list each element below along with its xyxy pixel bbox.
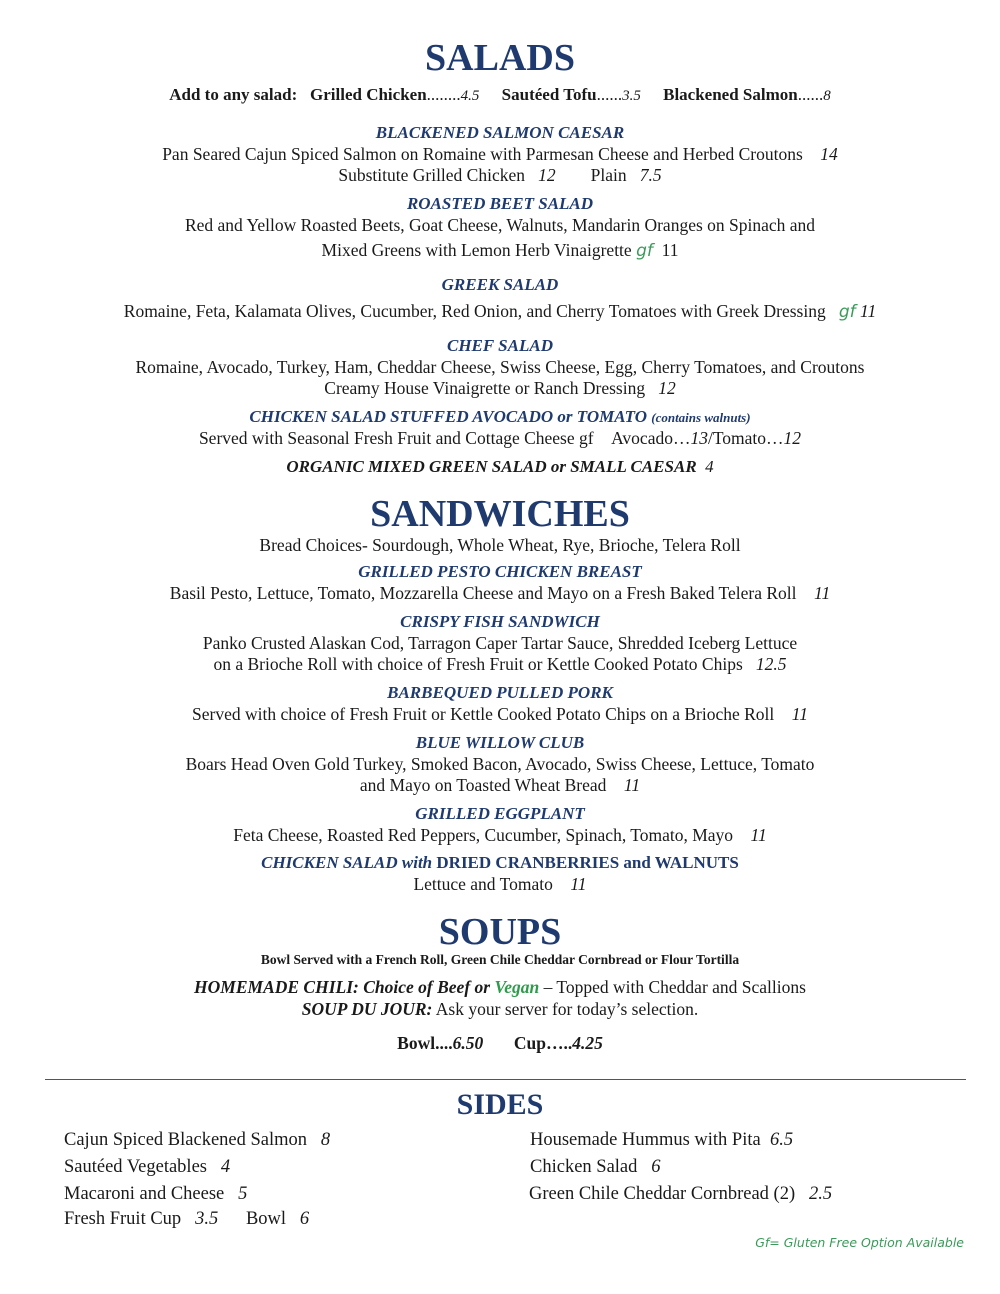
item-title: BLACKENED SALMON CAESAR <box>375 123 625 142</box>
item-desc: Romaine, Feta, Kalamata Olives, Cucumber, Red Onion, and Cherry Tomatoes with Greek Dressing gf 11 <box>123 301 877 322</box>
item-desc: Panko Crusted Alaskan Cod, Tarragon Caper Tartar Sauce, Shredded Iceberg Lettuce <box>202 633 798 653</box>
salads-heading: SALADS <box>425 37 575 79</box>
item-title: GRILLED PESTO CHICKEN BREAST <box>358 562 642 581</box>
side-item: Fresh Fruit Cup 3.5 Bowl 6 <box>64 1209 310 1229</box>
item-desc: Basil Pesto, Lettuce, Tomato, Mozzarella Cheese and Mayo on a Fresh Baked Telera Roll 11 <box>169 583 831 603</box>
item-desc: Served with Seasonal Fresh Fruit and Cottage Cheese gf Avocado…13/Tomato…12 <box>198 428 802 448</box>
soup-prices: Bowl....6.50 Cup…..4.25 <box>397 1033 603 1053</box>
item-desc: Red and Yellow Roasted Beets, Goat Cheese, Walnuts, Mandarin Oranges on Spinach and <box>184 215 816 235</box>
item-desc: Feta Cheese, Roasted Red Peppers, Cucumber, Spinach, Tomato, Mayo 11 <box>233 825 767 845</box>
side-item: Housemade Hummus with Pita 6.5 <box>530 1130 794 1150</box>
soup-note: Bowl Served with a French Roll, Green Chile Cheddar Cornbread or Flour Tortilla <box>260 952 740 967</box>
item-desc: and Mayo on Toasted Wheat Bread 11 <box>359 775 641 795</box>
item-desc: Pan Seared Cajun Spiced Salmon on Romaine with Parmesan Cheese and Herbed Croutons 14 <box>162 144 838 164</box>
section-divider <box>45 1079 966 1080</box>
soup-chili: HOMEMADE CHILI: Choice of Beef or Vegan – Topped with Cheddar and Scallions <box>194 977 806 997</box>
item-desc: on a Brioche Roll with choice of Fresh Fruit or Kettle Cooked Potato Chips 12.5 <box>213 654 787 674</box>
side-item: Cajun Spiced Blackened Salmon 8 <box>64 1130 331 1150</box>
item-desc: Served with choice of Fresh Fruit or Kettle Cooked Potato Chips on a Brioche Roll 11 <box>192 704 808 724</box>
side-item: Sautéed Vegetables 4 <box>64 1157 231 1177</box>
side-item: Green Chile Cheddar Cornbread (2) 2.5 <box>529 1184 833 1204</box>
addon-chicken: Grilled Chicken........4.5 <box>310 85 480 104</box>
bread-choices: Bread Choices- Sourdough, Whole Wheat, Rye, Brioche, Telera Roll <box>259 535 741 555</box>
item-title: GRILLED EGGPLANT <box>415 804 585 823</box>
addon-salmon: Blackened Salmon......8 <box>663 85 831 104</box>
item-title: ORGANIC MIXED GREEN SALAD or SMALL CAESAR 4 <box>286 457 714 476</box>
item-desc: Lettuce and Tomato 11 <box>413 874 587 894</box>
item-desc: Boars Head Oven Gold Turkey, Smoked Bacon, Avocado, Swiss Cheese, Lettuce, Tomato <box>185 754 815 774</box>
gluten-free-legend: Gf= Gluten Free Option Available <box>755 1235 964 1250</box>
soup-du-jour: SOUP DU JOUR: Ask your server for today’s selection. <box>301 999 699 1019</box>
item-desc: Mixed Greens with Lemon Herb Vinaigrette gf 11 <box>321 240 679 261</box>
item-title: BARBEQUED PULLED PORK <box>387 683 613 702</box>
addon-tofu: Sautéed Tofu......3.5 <box>501 85 641 104</box>
sides-heading: SIDES <box>456 1088 544 1121</box>
salad-addons: Add to any salad: Grilled Chicken........4.5 Sautéed Tofu......3.5 Blackened Salmon......8 <box>169 85 831 104</box>
item-title: CRISPY FISH SANDWICH <box>400 612 600 631</box>
gluten-free-mark: gf <box>636 241 653 261</box>
item-desc: Creamy House Vinaigrette or Ranch Dressing 12 <box>324 378 676 398</box>
soups-heading: SOUPS <box>438 911 562 953</box>
side-item: Chicken Salad 6 <box>530 1157 661 1177</box>
item-title: BLUE WILLOW CLUB <box>415 733 585 752</box>
item-title: GREEK SALAD <box>441 275 559 294</box>
item-desc: Romaine, Avocado, Turkey, Ham, Cheddar Cheese, Swiss Cheese, Egg, Cherry Tomatoes, and Croutons <box>135 357 865 377</box>
sandwiches-heading: SANDWICHES <box>370 493 630 535</box>
item-title: CHICKEN SALAD with DRIED CRANBERRIES and WALNUTS <box>261 853 739 872</box>
item-title: CHEF SALAD <box>447 336 553 355</box>
item-title: ROASTED BEET SALAD <box>406 194 594 213</box>
item-title: CHICKEN SALAD STUFFED AVOCADO or TOMATO (contains walnuts) <box>249 407 751 426</box>
gluten-free-mark: gf <box>838 302 856 322</box>
side-item: Macaroni and Cheese 5 <box>64 1184 248 1204</box>
item-desc: Substitute Grilled Chicken 12 Plain 7.5 <box>338 165 662 185</box>
